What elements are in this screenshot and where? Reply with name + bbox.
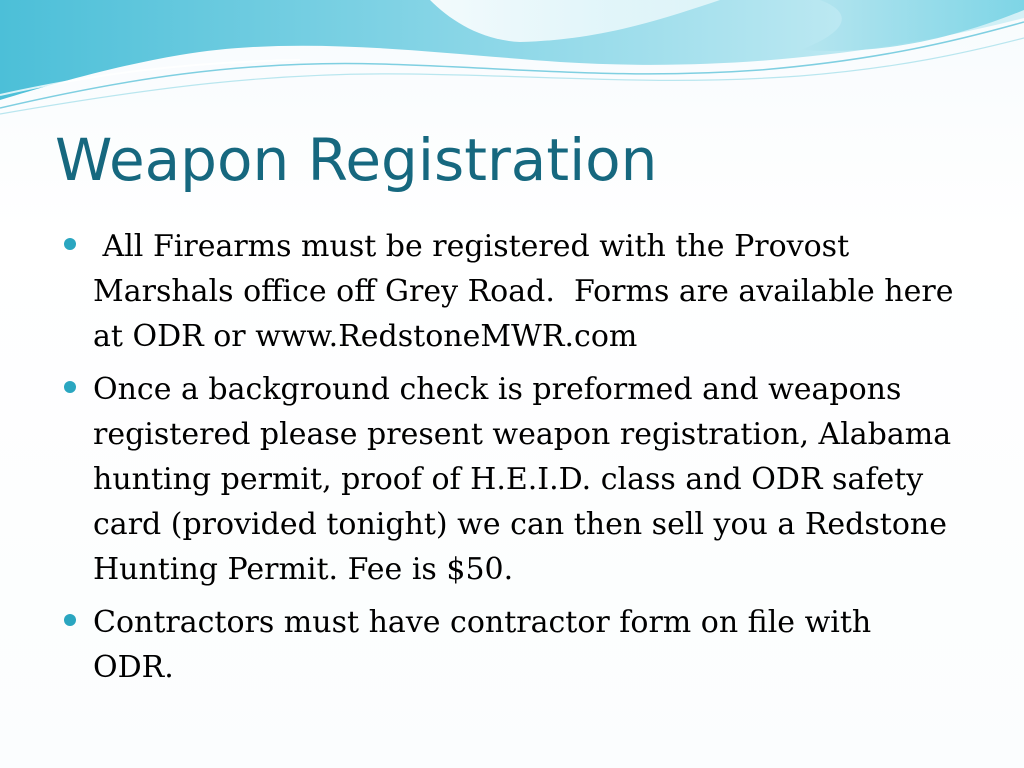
bullet-item-background-check [60, 367, 960, 592]
header-wave-decoration [0, 0, 1024, 130]
bullet-text: All Firearms must be registered with the Provost Marshals office off Grey Road. Forms are available here at ODR or www.RedstoneMWR.com [93, 229, 964, 354]
bullet-dot-icon [64, 381, 76, 393]
bullet-text: Once a background check is preformed and weapons registered please present weapon registration, Alabama hunting permit, proof of H.E.I.D. class and ODR safety card (provided tonight) we can then sell you a Redstone Hunting Permit. Fee is $50. [93, 372, 952, 587]
bullet-item-firearms-registration [60, 224, 964, 359]
bullet-text: Contractors must have contractor form on file with ODR. [93, 605, 872, 685]
slide-title: Weapon Registration [55, 126, 658, 194]
bullet-item-contractors [60, 600, 960, 690]
bullet-dot-icon [64, 238, 76, 250]
bullet-list [60, 224, 964, 698]
bullet-dot-icon [64, 614, 76, 626]
